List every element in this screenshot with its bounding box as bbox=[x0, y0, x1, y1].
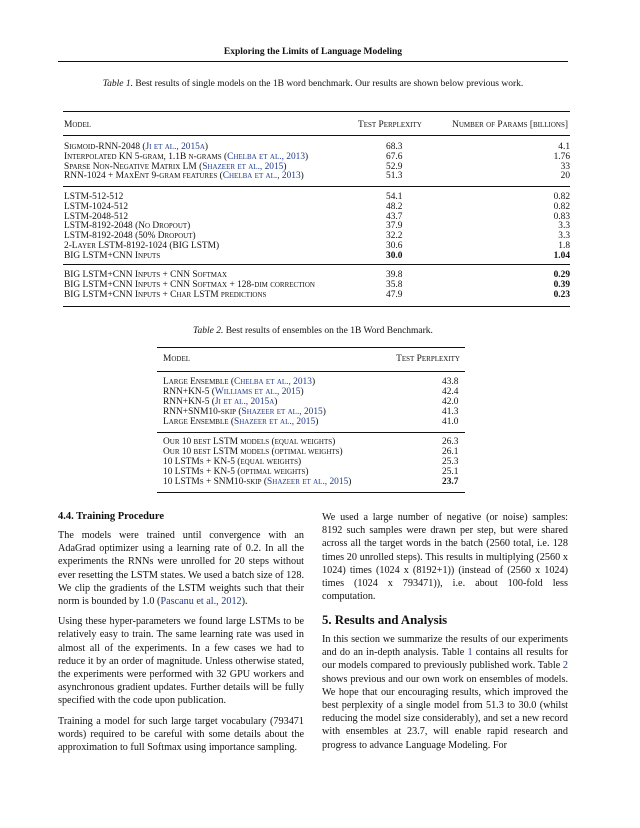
running-head: Exploring the Limits of Language Modeling bbox=[223, 47, 403, 57]
table1-citation-close: ) bbox=[204, 142, 209, 152]
table2-model-cell bbox=[163, 447, 343, 457]
table1-params-cell: 0.29 bbox=[553, 270, 570, 280]
table1-model-name: LSTM-8192-2048 (No Dropout) bbox=[64, 221, 191, 232]
table2-citation[interactable]: Ji et al., 2015a bbox=[214, 397, 275, 407]
table2-model-cell bbox=[163, 467, 308, 477]
table2-citation-close: ) bbox=[348, 477, 352, 487]
table2-model-name: Our 10 best LSTM models (optimal weights) bbox=[163, 447, 343, 457]
table1-perplexity-cell: 43.7 bbox=[386, 211, 403, 222]
table1-citation[interactable]: Shazeer et al., 2015 bbox=[202, 161, 284, 172]
table1-perplexity-cell: 67.6 bbox=[386, 151, 403, 162]
table2-model-cell bbox=[163, 397, 277, 407]
table1-params-cell: 0.39 bbox=[553, 279, 570, 290]
table1-model-name: Sparse Non-Negative Matrix LM ( bbox=[64, 161, 203, 172]
table1-params-cell: 0.82 bbox=[553, 192, 570, 202]
table1-perplexity-cell: 54.1 bbox=[386, 192, 403, 202]
table2-top-rule bbox=[157, 347, 465, 348]
training-paragraph-1 bbox=[58, 529, 304, 608]
results-p-b: contains all results for our models compared to previously published work. Table bbox=[322, 647, 569, 672]
table1-label: Table 1. bbox=[102, 79, 134, 89]
table1-params-cell: 0.82 bbox=[553, 201, 570, 212]
table1-perplexity-cell: 35.8 bbox=[386, 279, 403, 290]
table1-model-name: LSTM-1024-512 bbox=[64, 201, 129, 212]
table-ref-2[interactable]: 2 bbox=[562, 660, 568, 672]
table2-model-name: Large Ensemble ( bbox=[163, 417, 234, 427]
table2-citation-close: ) bbox=[300, 387, 304, 397]
table2-perplexity-cell: 42.4 bbox=[442, 387, 459, 397]
table1-perplexity-cell: 30.0 bbox=[386, 250, 403, 261]
table2-model-cell bbox=[163, 457, 301, 467]
table2-model-cell bbox=[163, 437, 335, 447]
sampling-paragraph: We used a large number of negative (or noise) samples: 8192 such samples were drawn per step, but were shared across all the target words in the batch (2560 total, i.e. 128 times 20 unrolled steps). This results in multiplying (2560 x 1024) times (1024 x (8192+1)) (instead of (2560 x 1024) times (1024 x 793471)), i.e. about 100-fold less computation. bbox=[322, 512, 568, 603]
table1-model-name: LSTM-8192-2048 (50% Dropout) bbox=[64, 231, 196, 242]
table2-row bbox=[0, 457, 640, 467]
table1-model-name: BIG LSTM+CNN Inputs bbox=[64, 250, 161, 261]
table2-citation[interactable]: Shazeer et al., 2015 bbox=[234, 417, 316, 427]
results-p-a: In this section we summarize the results of our experiments and do an in-depth analysis. Table bbox=[322, 634, 568, 659]
table2-label: Table 2. bbox=[193, 326, 224, 336]
table1-perplexity-cell: 48.2 bbox=[386, 201, 403, 212]
table2-model-name: 10 LSTMs + KN-5 (equal weights) bbox=[163, 457, 302, 467]
table1-citation-close: ) bbox=[300, 171, 304, 182]
table1-model-name: BIG LSTM+CNN Inputs + CNN Softmax + 128-dim correction bbox=[64, 279, 315, 290]
table1-perplexity-cell: 30.6 bbox=[386, 241, 403, 251]
table1-citation[interactable]: Ji et al., 2015a bbox=[145, 142, 205, 152]
table2-citation[interactable]: Shazeer et al., 2015 bbox=[241, 407, 323, 417]
table1-citation-close: ) bbox=[283, 161, 287, 172]
table1-caption-text: Best results of single models on the 1B word benchmark. Our results are shown below previous work. bbox=[135, 79, 524, 89]
table2-perplexity-cell: 41.3 bbox=[442, 407, 459, 417]
table-ref-1[interactable]: 1 bbox=[467, 647, 473, 659]
table1-params-cell: 0.23 bbox=[553, 289, 570, 300]
table2-row bbox=[0, 447, 640, 457]
table2-model-name: Our 10 best LSTM models (equal weights) bbox=[163, 437, 336, 447]
left-column-body bbox=[58, 529, 304, 761]
table2-header-row bbox=[0, 354, 640, 364]
table2-perplexity-cell: 26.1 bbox=[442, 447, 459, 457]
table1-params-cell: 33 bbox=[560, 161, 570, 172]
table2-model-cell bbox=[163, 377, 315, 387]
table2-perplexity-cell: 26.3 bbox=[442, 437, 459, 447]
table1-params-cell: 3.3 bbox=[558, 231, 570, 242]
table2-model-cell bbox=[163, 477, 351, 487]
table1-perplexity-cell: 51.3 bbox=[386, 171, 403, 182]
table1-header-params: Number of Params [billions] bbox=[452, 120, 568, 130]
table1-model-name: Sigmoid-RNN-2048 ( bbox=[64, 142, 146, 152]
table2-row bbox=[0, 387, 640, 397]
table1-params-cell: 20 bbox=[560, 171, 570, 182]
table1-perplexity-cell: 39.8 bbox=[386, 270, 403, 280]
table1-citation-close: ) bbox=[305, 151, 309, 162]
table1-model-name: BIG LSTM+CNN Inputs + CNN Softmax bbox=[64, 270, 228, 280]
training-p1-text: The models were trained until convergence with an AdaGrad optimizer using a learning rate of 0.2. In all the experiments the RNNs were unrolled for 20 steps without ever resetting the LSTM states. We used a batch size of 128. We clip the gradients of the LSTM weights such that their norm is bounded by 1.0 ( bbox=[58, 530, 304, 608]
section-4-4-heading: 4.4. Training Procedure bbox=[58, 511, 164, 522]
table1-model-name: Interpolated KN 5-gram, 1.1B n-grams ( bbox=[64, 151, 228, 162]
table2-header-rule bbox=[157, 371, 465, 372]
training-paragraph-3: Training a model for such large target vocabulary (793471 words) required to be careful with some details about the approximation to full Softmax using importance sampling. bbox=[58, 715, 304, 754]
table2-model-name: Large Ensemble ( bbox=[163, 377, 234, 387]
table2-citation-close: ) bbox=[315, 417, 319, 427]
table1-citation[interactable]: Chelba et al., 2013 bbox=[222, 171, 301, 182]
table2-perplexity-cell: 25.1 bbox=[442, 467, 459, 477]
table2-model-cell bbox=[163, 417, 318, 427]
table2-row bbox=[0, 417, 640, 427]
table2-group-rule bbox=[157, 432, 465, 433]
table2-model-cell bbox=[163, 387, 304, 397]
table2-perplexity-cell: 23.7 bbox=[442, 477, 459, 487]
table1-model-name: 2-Layer LSTM-8192-1024 (BIG LSTM) bbox=[64, 241, 220, 251]
table1-params-cell: 1.8 bbox=[558, 241, 570, 251]
table2-row bbox=[0, 377, 640, 387]
table2-model-name: RNN+KN-5 ( bbox=[163, 387, 215, 397]
citation-pascanu[interactable]: Pascanu et al., 2012 bbox=[160, 596, 242, 608]
table1-params-cell: 3.3 bbox=[558, 221, 570, 232]
table1-model-name: LSTM-512-512 bbox=[64, 192, 124, 202]
results-p-c: shows previous and our own work on ensembles of models. We hope that our encouraging results, which improved the best perplexity of a single model from 51.3 to 30.0 (whilst reducing the model size considerably), and set a new record with ensembles at 23.7, will enable rapid research and progress to advance Language Modeling. For bbox=[322, 673, 568, 751]
table2-citation-close: ) bbox=[322, 407, 326, 417]
table2-citation[interactable]: Williams et al., 2015 bbox=[214, 387, 301, 397]
table2-header-perplexity: Test Perplexity bbox=[396, 354, 460, 364]
table1-model-name: RNN-1024 + MaxEnt 9-gram features ( bbox=[64, 171, 223, 182]
table1-params-cell: 1.04 bbox=[553, 250, 570, 261]
table2-caption-text: Best results of ensembles on the 1B Word Benchmark. bbox=[225, 326, 433, 336]
training-paragraph-2: Using these hyper-parameters we found large LSTMs to be relatively easy to train. The same learning rate was used in almost all of the experiments. In a few cases we had to reduce it by an order of magnitude. Unless otherwise stated, the experiments were performed with 32 GPU workers and asynchronous gradient updates. Further details will be fully specified with the code upon publication. bbox=[58, 616, 304, 707]
table2-row bbox=[0, 397, 640, 407]
table2-perplexity-cell: 42.0 bbox=[442, 397, 459, 407]
table1-perplexity-cell: 52.9 bbox=[386, 161, 403, 172]
table1-perplexity-cell: 47.9 bbox=[386, 289, 403, 300]
table1-model-name: LSTM-2048-512 bbox=[64, 211, 129, 222]
table2-header-model: Model bbox=[163, 354, 190, 364]
table2-citation-close: ) bbox=[311, 377, 316, 387]
table2-model-name: 10 LSTMs + SNM10-skip ( bbox=[163, 477, 268, 487]
table2-model-name: RNN+KN-5 ( bbox=[163, 397, 215, 407]
table2-bottom-rule bbox=[157, 492, 465, 493]
table1-perplexity-cell: 32.2 bbox=[386, 231, 403, 242]
right-column-body bbox=[322, 511, 568, 610]
table1-params-cell: 4.1 bbox=[558, 142, 570, 152]
table2-perplexity-cell: 41.0 bbox=[442, 417, 459, 427]
table2-row bbox=[0, 437, 640, 447]
table2-perplexity-cell: 25.3 bbox=[442, 457, 459, 467]
results-paragraph bbox=[322, 633, 568, 752]
table2-row bbox=[0, 407, 640, 417]
table2-model-cell bbox=[163, 407, 326, 417]
table1-perplexity-cell: 68.3 bbox=[386, 142, 403, 152]
table2-citation-close: ) bbox=[274, 397, 278, 407]
table1-params-cell: 0.83 bbox=[553, 211, 570, 222]
table2-citation[interactable]: Shazeer et al., 2015 bbox=[267, 477, 349, 487]
table2-row bbox=[0, 467, 640, 477]
table2-row bbox=[0, 477, 640, 487]
table1-header-perplexity: Test Perplexity bbox=[358, 120, 422, 130]
section-5-heading: 5. Results and Analysis bbox=[322, 613, 448, 627]
table1-model-name: BIG LSTM+CNN Inputs + Char LSTM predictions bbox=[64, 289, 267, 300]
table2-model-name: 10 LSTMs + KN-5 (optimal weights) bbox=[163, 467, 309, 477]
training-p1-end: ). bbox=[241, 596, 248, 608]
table1-params-cell: 1.76 bbox=[553, 151, 570, 162]
table2-citation[interactable]: Chelba et al., 2013 bbox=[234, 377, 312, 387]
table1-header-model: Model bbox=[64, 120, 91, 130]
table2-perplexity-cell: 43.8 bbox=[442, 377, 459, 387]
results-body bbox=[322, 633, 568, 759]
table1-citation[interactable]: Chelba et al., 2013 bbox=[227, 151, 306, 162]
table2-model-name: RNN+SNM10-skip ( bbox=[163, 407, 242, 417]
table1-perplexity-cell: 37.9 bbox=[386, 221, 403, 232]
